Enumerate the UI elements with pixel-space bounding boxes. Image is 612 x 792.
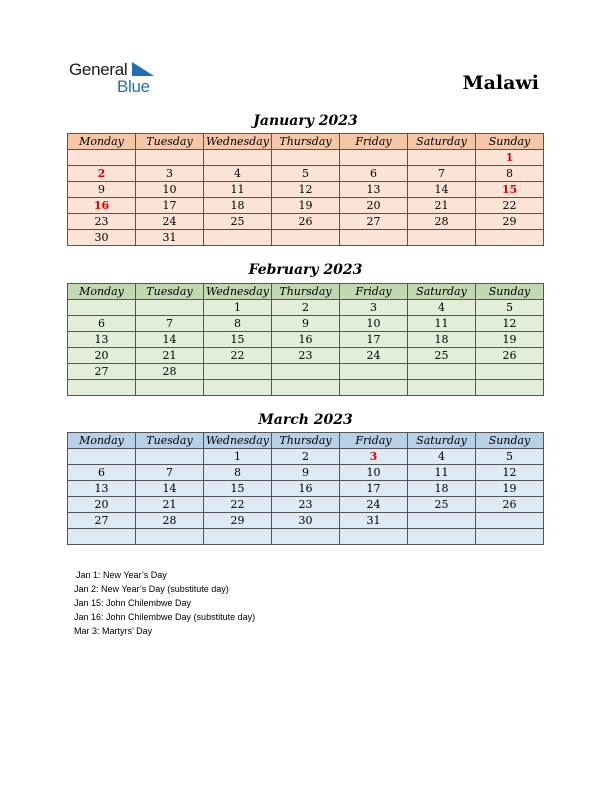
day-cell [68,150,136,166]
day-cell: 30 [272,513,340,529]
week-row [68,198,544,214]
day-cell: 14 [136,332,204,348]
day-cell: 30 [68,230,136,246]
day-cell [68,449,136,465]
day-cell [340,364,408,380]
day-cell: 29 [204,513,272,529]
holiday-item: Jan 15: John Chilembwe Day [74,598,192,608]
day-cell [272,230,340,246]
day-cell [204,150,272,166]
day-cell: 23 [272,348,340,364]
week-row [68,529,544,545]
day-cell: 8 [204,465,272,481]
day-cell: 10 [136,182,204,198]
day-cell: 26 [476,497,544,513]
day-cell: 12 [476,316,544,332]
day-cell: 8 [476,166,544,182]
day-cell [272,380,340,396]
day-cell [340,230,408,246]
day-cell: 6 [68,316,136,332]
week-row [68,481,544,497]
day-cell: 28 [408,214,476,230]
weekday-header: Tuesday [136,284,204,300]
week-row [68,150,544,166]
weekday-header: Sunday [476,433,544,449]
day-cell: 24 [340,348,408,364]
week-row [68,166,544,182]
day-cell: 15 [204,481,272,497]
day-cell: 5 [476,300,544,316]
day-cell: 20 [68,497,136,513]
day-cell: 17 [136,198,204,214]
day-cell: 5 [272,166,340,182]
day-cell [204,529,272,545]
week-row [68,465,544,481]
day-cell [68,529,136,545]
day-cell: 21 [136,348,204,364]
day-cell: 6 [68,465,136,481]
month-title-march: March 2023 [258,412,353,428]
day-cell [136,449,204,465]
day-cell [136,300,204,316]
day-cell [272,529,340,545]
day-cell: 13 [68,481,136,497]
day-cell: 25 [408,497,476,513]
day-cell: 1 [476,150,544,166]
day-cell [408,529,476,545]
day-cell: 18 [408,481,476,497]
day-cell: 2 [272,449,340,465]
day-cell: 26 [272,214,340,230]
day-cell: 26 [476,348,544,364]
weekday-header: Wednesday [204,134,272,150]
day-cell: 27 [68,364,136,380]
day-cell [476,513,544,529]
day-cell [340,529,408,545]
day-cell: 17 [340,481,408,497]
day-cell: 15 [476,182,544,198]
week-row [68,449,544,465]
day-cell: 3 [340,300,408,316]
day-cell: 16 [272,332,340,348]
day-cell: 14 [136,481,204,497]
weekday-header: Wednesday [204,284,272,300]
day-cell: 1 [204,449,272,465]
day-cell: 6 [340,166,408,182]
week-row [68,497,544,513]
day-cell: 21 [408,198,476,214]
day-cell [476,364,544,380]
day-cell [204,364,272,380]
weekday-header: Sunday [476,134,544,150]
day-cell: 18 [408,332,476,348]
day-cell [340,380,408,396]
day-cell: 15 [204,332,272,348]
weekday-header: Wednesday [204,433,272,449]
week-row [68,230,544,246]
day-cell: 4 [408,300,476,316]
day-cell: 13 [340,182,408,198]
day-cell: 22 [204,348,272,364]
week-row [68,182,544,198]
holiday-item: Jan 2: New Year’s Day (substitute day) [74,584,229,594]
week-row [68,316,544,332]
day-cell: 19 [476,481,544,497]
day-cell: 10 [340,465,408,481]
logo [69,60,159,96]
day-cell [476,380,544,396]
day-cell: 3 [340,449,408,465]
day-cell [476,529,544,545]
weekday-header: Monday [68,134,136,150]
day-cell [408,230,476,246]
day-cell: 7 [408,166,476,182]
day-cell: 25 [204,214,272,230]
week-row [68,300,544,316]
day-cell: 29 [476,214,544,230]
day-cell: 24 [136,214,204,230]
day-cell: 4 [408,449,476,465]
day-cell [204,230,272,246]
day-cell: 31 [136,230,204,246]
calendar-february [67,283,544,396]
day-cell: 8 [204,316,272,332]
country-title: Malawi [462,72,539,94]
weekday-header: Friday [340,433,408,449]
logo-text-blue: Blue [117,77,150,96]
day-cell: 19 [476,332,544,348]
day-cell [408,150,476,166]
day-cell: 1 [204,300,272,316]
month-title-february: February 2023 [248,262,363,278]
day-cell: 24 [340,497,408,513]
day-cell: 17 [340,332,408,348]
day-cell [204,380,272,396]
weekday-header: Friday [340,284,408,300]
day-cell [68,380,136,396]
day-cell [136,380,204,396]
weekday-header: Friday [340,134,408,150]
weekday-header: Tuesday [136,433,204,449]
day-cell [408,364,476,380]
day-cell: 22 [204,497,272,513]
day-cell: 7 [136,316,204,332]
day-cell [272,150,340,166]
day-cell: 28 [136,364,204,380]
day-cell: 11 [204,182,272,198]
logo-triangle-icon [132,62,154,76]
day-cell: 23 [68,214,136,230]
day-cell [68,300,136,316]
day-cell: 10 [340,316,408,332]
holiday-list [74,568,255,638]
day-cell: 5 [476,449,544,465]
day-cell: 11 [408,316,476,332]
day-cell: 19 [272,198,340,214]
day-cell: 27 [340,214,408,230]
weekday-header: Saturday [408,284,476,300]
day-cell: 9 [68,182,136,198]
day-cell [136,150,204,166]
day-cell [408,513,476,529]
day-cell [136,529,204,545]
day-cell: 20 [340,198,408,214]
holiday-item: Jan 16: John Chilembwe Day (substitute day) [74,612,256,622]
week-row [68,332,544,348]
weekday-header: Monday [68,433,136,449]
calendar-january [67,133,544,246]
day-cell: 14 [408,182,476,198]
day-cell: 13 [68,332,136,348]
day-cell: 9 [272,316,340,332]
month-title-january: January 2023 [253,113,358,129]
day-cell: 11 [408,465,476,481]
day-cell: 3 [136,166,204,182]
day-cell: 2 [272,300,340,316]
weekday-header: Monday [68,284,136,300]
weekday-header: Tuesday [136,134,204,150]
day-cell: 18 [204,198,272,214]
week-row [68,364,544,380]
day-cell: 20 [68,348,136,364]
logo-text-general: General [69,60,128,79]
weekday-header: Saturday [408,433,476,449]
week-row [68,380,544,396]
day-cell: 31 [340,513,408,529]
day-cell: 27 [68,513,136,529]
day-cell: 28 [136,513,204,529]
week-row [68,214,544,230]
week-row [68,348,544,364]
day-cell [340,150,408,166]
day-cell [408,380,476,396]
day-cell: 12 [272,182,340,198]
weekday-header: Saturday [408,134,476,150]
day-cell: 12 [476,465,544,481]
day-cell: 23 [272,497,340,513]
day-cell: 2 [68,166,136,182]
day-cell: 9 [272,465,340,481]
weekday-header: Thursday [272,134,340,150]
day-cell: 21 [136,497,204,513]
day-cell [272,364,340,380]
day-cell: 7 [136,465,204,481]
day-cell: 16 [272,481,340,497]
holiday-item: Mar 3: Martyrs’ Day [74,626,153,636]
weekday-header: Thursday [272,433,340,449]
day-cell: 16 [68,198,136,214]
day-cell: 4 [204,166,272,182]
day-cell [476,230,544,246]
week-row [68,513,544,529]
calendar-march [67,432,544,545]
day-cell: 22 [476,198,544,214]
day-cell: 25 [408,348,476,364]
holiday-item: Jan 1: New Year’s Day [76,570,167,580]
weekday-header: Sunday [476,284,544,300]
weekday-header: Thursday [272,284,340,300]
